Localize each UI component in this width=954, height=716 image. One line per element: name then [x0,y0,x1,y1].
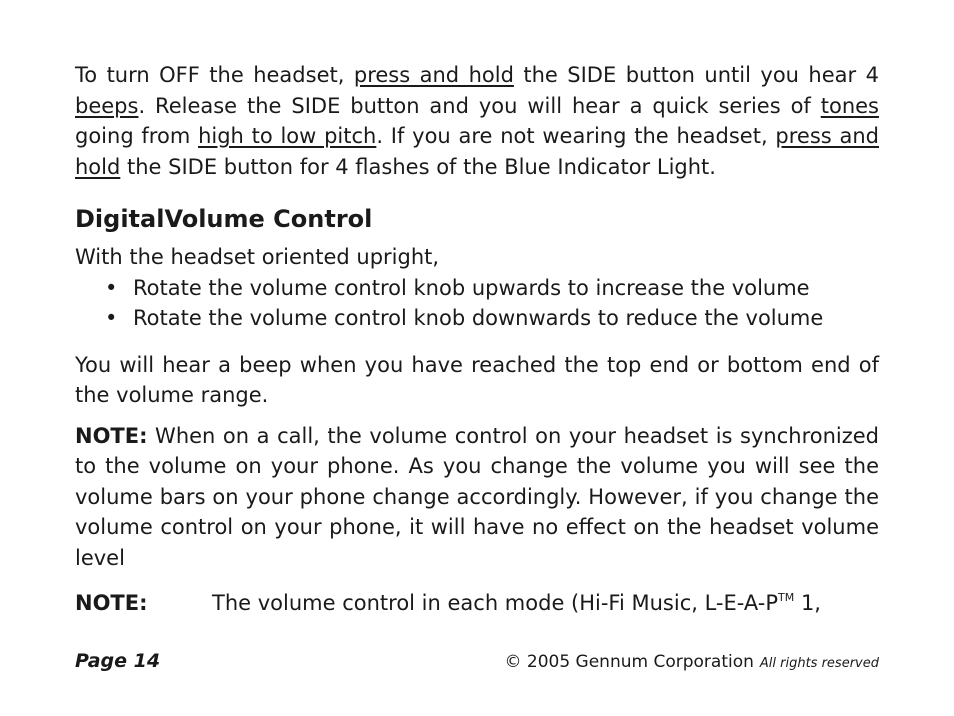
bullet-list [75,273,879,334]
note-text: The volume control in each mode (Hi-Fi Music, L-E-A-P [212,591,779,615]
list-item [105,273,879,304]
page-footer [75,650,879,680]
note-text: 1, [794,591,821,615]
note-label: NOTE: [75,591,148,615]
text-span: going from [75,124,199,148]
text-span: . If you are not wearing the headset, [376,124,776,148]
underlined-text: high to low pitch [198,124,377,148]
text-span: . Release the SIDE button and you will hear a quick series of [138,93,821,118]
copyright-text: © 2005 Gennum Corporation [504,652,754,672]
bullet-icon: • [105,306,118,330]
note-label: NOTE: [75,423,148,448]
note-paragraph-continued [75,583,879,619]
note-paragraph [75,421,879,574]
list-item-text: Rotate the volume control knob upwards to increase the volume [133,275,810,300]
power-off-paragraph [75,60,879,182]
volume-range-paragraph: You will hear a beep when you have reached the top end or bottom end of the volume range. [75,352,879,407]
text-span: To turn OFF the headset, [75,63,354,87]
underlined-text: press and hold [353,63,514,87]
rights-text: All rights reserved [759,656,879,671]
text-span: the SIDE button for 4 flashes of the Blue Indicator Light. [120,154,716,179]
trademark-mark: TM [778,591,795,604]
text-span: the SIDE button until you hear 4 [513,63,879,87]
document-body [75,60,879,619]
underlined-text: beeps [75,93,139,118]
section-heading: DigitalVolume Control [75,205,373,233]
list-item [105,303,879,334]
underlined-text: tones [820,93,879,118]
section-intro: With the headset oriented upright, [75,245,440,269]
list-item-text: Rotate the volume control knob downwards to reduce the volume [133,306,824,330]
bullet-icon: • [105,275,118,300]
page-number: Page 14 [75,650,161,672]
underlined-text: press and hold [75,124,879,179]
copyright-notice [504,652,879,672]
note-text: When on a call, the volume control on your headset is synchronized to the volume on your phone. As you change the volume you will see the volume bars on your phone change accordingly. However, if you change the volume control on your phone, it will have no effect on the headset volume level [75,423,879,570]
